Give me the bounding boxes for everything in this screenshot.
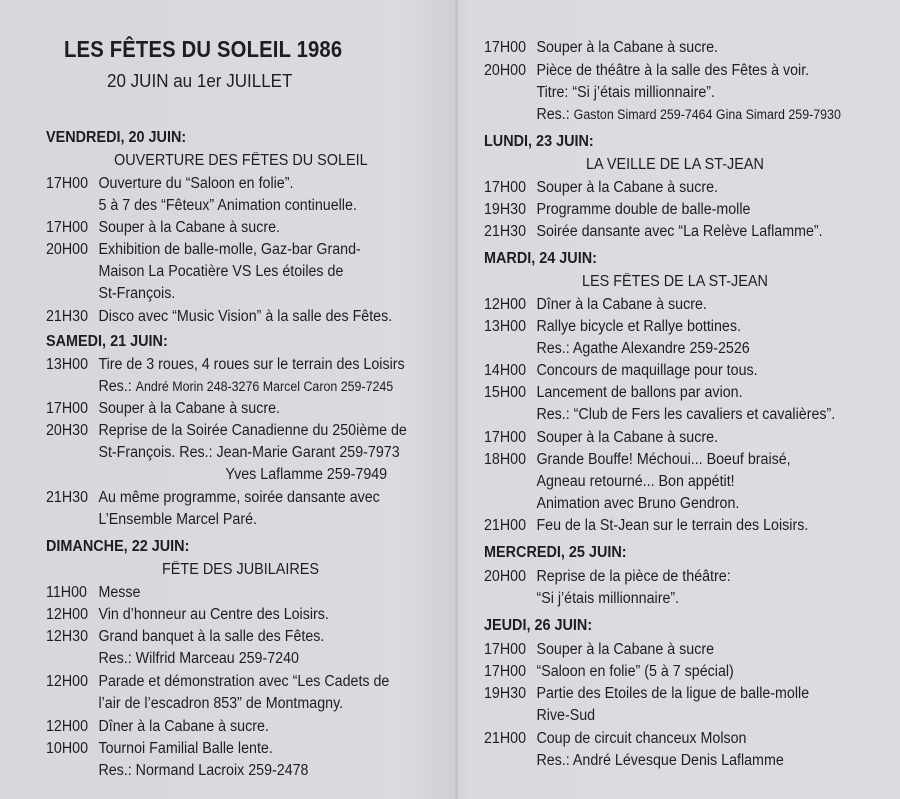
entry-time: 10H00 bbox=[46, 740, 89, 757]
entry-text: Souper à la Cabane à sucre. bbox=[536, 179, 718, 196]
entry-text: l’air de l’escadron 853” de Montmagny. bbox=[98, 695, 344, 712]
entry-time: 21H30 bbox=[46, 489, 89, 506]
entry-time: 12H00 bbox=[484, 296, 527, 313]
entry-time: 17H00 bbox=[484, 641, 527, 658]
entry-time: 20H00 bbox=[46, 241, 89, 258]
entry-text: Vin d’honneur au Centre des Loisirs. bbox=[98, 606, 329, 623]
entry-time: 17H00 bbox=[484, 179, 527, 196]
entry-time: 20H00 bbox=[484, 62, 527, 79]
entry-text: Souper à la Cabane à sucre. bbox=[536, 39, 718, 56]
entry-text: Feu de la St-Jean sur le terrain des Loisirs. bbox=[536, 517, 809, 534]
entry-time: 17H00 bbox=[46, 175, 89, 192]
entry-time: 17H00 bbox=[484, 663, 527, 680]
flyer-subtitle: 20 JUIN au 1er JUILLET bbox=[107, 70, 293, 91]
entry-text: Reprise de la pièce de théâtre: bbox=[536, 568, 731, 585]
entry-text: Concours de maquillage pour tous. bbox=[536, 362, 758, 379]
res-label: Res.: bbox=[536, 106, 574, 123]
entry-text: St-François. Res.: Jean-Marie Garant 259-7973 bbox=[98, 444, 400, 461]
entry-time: 21H00 bbox=[484, 730, 527, 747]
friday-theme: OUVERTURE DES FÊTES DU SOLEIL bbox=[114, 152, 368, 169]
entry-text: Reprise de la Soirée Canadienne du 250ième de bbox=[98, 422, 407, 439]
entry-time: 12H00 bbox=[46, 673, 89, 690]
res-label: Res.: bbox=[98, 378, 136, 395]
entry-text: Agneau retourné... Bon appétit! bbox=[536, 473, 735, 490]
res-contacts: André Morin 248-3276 Marcel Caron 259-7245 bbox=[135, 379, 394, 394]
entry-time: 17H00 bbox=[484, 39, 527, 56]
res-contacts: Gaston Simard 259-7464 Gina Simard 259-7930 bbox=[573, 107, 841, 122]
entry-text: Souper à la Cabane à sucre. bbox=[98, 400, 280, 417]
entry-text: Pièce de théâtre à la salle des Fêtes à voir. bbox=[536, 62, 810, 79]
entry-text bbox=[536, 105, 840, 125]
entry-text: Au même programme, soirée dansante avec bbox=[98, 489, 380, 506]
entry-text: Res.: Agathe Alexandre 259-2526 bbox=[536, 340, 750, 357]
entry-time: 13H00 bbox=[484, 318, 527, 335]
entry-time: 17H00 bbox=[46, 219, 89, 236]
entry-text: “Saloon en folie” (5 à 7 spécial) bbox=[536, 663, 734, 680]
entry-time: 15H00 bbox=[484, 384, 527, 401]
entry-time: 13H00 bbox=[46, 356, 89, 373]
entry-text: St-François. bbox=[98, 285, 176, 302]
entry-text: Coup de circuit chanceux Molson bbox=[536, 730, 747, 747]
entry-text: Tire de 3 roues, 4 roues sur le terrain des Loisirs bbox=[98, 356, 405, 373]
entry-time: 21H30 bbox=[484, 223, 527, 240]
entry-time: 12H00 bbox=[46, 718, 89, 735]
entry-text: Dîner à la Cabane à sucre. bbox=[98, 718, 269, 735]
entry-text: Yves Laflamme 259-7949 bbox=[225, 466, 388, 483]
day-heading-sunday: DIMANCHE, 22 JUIN: bbox=[46, 538, 190, 555]
day-heading-monday: LUNDI, 23 JUIN: bbox=[484, 133, 594, 150]
entry-text: Grande Bouffe! Méchoui... Boeuf braisé, bbox=[536, 451, 791, 468]
entry-text: Titre: “Si j’étais millionnaire”. bbox=[536, 84, 716, 101]
entry-time: 19H30 bbox=[484, 685, 527, 702]
entry-text: Lancement de ballons par avion. bbox=[536, 384, 743, 401]
entry-text: Res.: Normand Lacroix 259-2478 bbox=[98, 762, 309, 779]
entry-text: Messe bbox=[98, 584, 141, 601]
entry-time: 17H00 bbox=[484, 429, 527, 446]
entry-time: 20H30 bbox=[46, 422, 89, 439]
entry-time: 20H00 bbox=[484, 568, 527, 585]
entry-time: 14H00 bbox=[484, 362, 527, 379]
entry-text: Partie des Etoiles de la ligue de balle-molle bbox=[536, 685, 810, 702]
entry-time: 21H00 bbox=[484, 517, 527, 534]
day-heading-tuesday: MARDI, 24 JUIN: bbox=[484, 250, 597, 267]
entry-text: Soirée dansante avec “La Relève Laflamme”. bbox=[536, 223, 823, 240]
entry-text: Dîner à la Cabane à sucre. bbox=[536, 296, 707, 313]
tuesday-theme: LES FÊTES DE LA ST-JEAN bbox=[582, 273, 768, 290]
day-heading-wednesday: MERCREDI, 25 JUIN: bbox=[484, 544, 627, 561]
flyer-title: LES FÊTES DU SOLEIL 1986 bbox=[64, 36, 343, 62]
entry-time: 19H30 bbox=[484, 201, 527, 218]
entry-time: 21H30 bbox=[46, 308, 89, 325]
day-heading-friday: VENDREDI, 20 JUIN: bbox=[46, 129, 187, 146]
monday-theme: LA VEILLE DE LA ST-JEAN bbox=[586, 156, 764, 173]
entry-text: Rallye bicycle et Rallye bottines. bbox=[536, 318, 741, 335]
entry-text: Grand banquet à la salle des Fêtes. bbox=[98, 628, 325, 645]
entry-time: 11H00 bbox=[46, 584, 87, 601]
day-heading-saturday: SAMEDI, 21 JUIN: bbox=[46, 333, 168, 350]
entry-text: Maison La Pocatière VS Les étoiles de bbox=[98, 263, 344, 280]
entry-text: 5 à 7 des “Fêteux” Animation continuelle. bbox=[98, 197, 357, 214]
entry-time: 12H30 bbox=[46, 628, 89, 645]
entry-text: Parade et démonstration avec “Les Cadets de bbox=[98, 673, 390, 690]
entry-time: 12H00 bbox=[46, 606, 89, 623]
entry-time: 17H00 bbox=[46, 400, 89, 417]
entry-text: Animation avec Bruno Gendron. bbox=[536, 495, 740, 512]
day-heading-thursday: JEUDI, 26 JUIN: bbox=[484, 617, 593, 634]
entry-text: Programme double de balle-molle bbox=[536, 201, 751, 218]
entry-text: Res.: André Lévesque Denis Laflamme bbox=[536, 752, 784, 769]
entry-text: Tournoi Familial Balle lente. bbox=[98, 740, 273, 757]
entry-text: Souper à la Cabane à sucre. bbox=[536, 429, 718, 446]
entry-text: Rive-Sud bbox=[536, 707, 596, 724]
entry-text bbox=[98, 377, 393, 397]
entry-text: Exhibition de balle-molle, Gaz-bar Grand- bbox=[98, 241, 361, 258]
entry-text: “Si j’étais millionnaire”. bbox=[536, 590, 680, 607]
entry-text: Ouverture du “Saloon en folie”. bbox=[98, 175, 294, 192]
entry-text: Res.: “Club de Fers les cavaliers et cavalières”. bbox=[536, 406, 836, 423]
entry-text: Res.: Wilfrid Marceau 259-7240 bbox=[98, 650, 299, 667]
sunday-theme: FÊTE DES JUBILAIRES bbox=[162, 561, 320, 578]
entry-text: Souper à la Cabane à sucre bbox=[536, 641, 715, 658]
entry-time: 18H00 bbox=[484, 451, 527, 468]
entry-text: L’Ensemble Marcel Paré. bbox=[98, 511, 257, 528]
page-fold bbox=[455, 0, 459, 799]
entry-text: Disco avec “Music Vision” à la salle des Fêtes. bbox=[98, 308, 393, 325]
entry-text: Souper à la Cabane à sucre. bbox=[98, 219, 280, 236]
